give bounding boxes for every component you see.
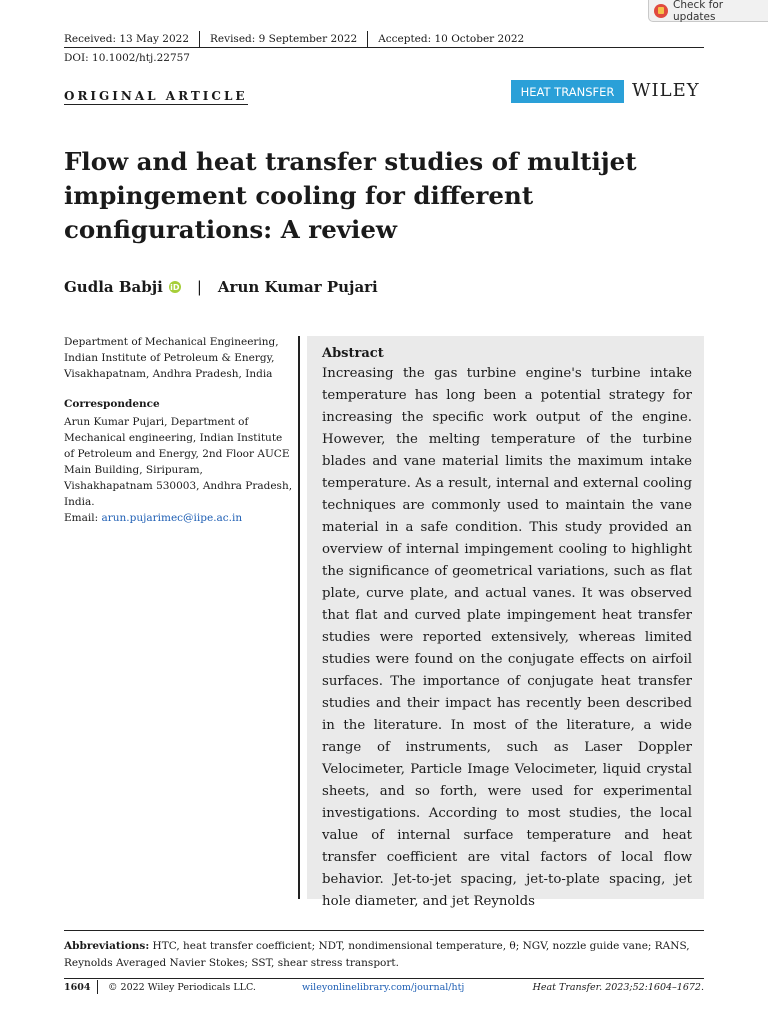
- abstract-text: Increasing the gas turbine engine's turbine intake temperature has long been a potential strategy for increasing the specific work output of the engine. However, the melting temperature of the turbine blades and vane material limits the maximum intake temperature. As a result, internal and external cooling techniques are commonly used to maintain the vane material in a safe condition. This study provided an overview of internal impingement cooling to highlight the significance of geometrical variations, such as flat plate, curve plate, and actual vanes. It was observed that flat and curved plate impingement heat transfer studies were reported extensively, whereas limited studies were found on the conjugate effects on airfoil surfaces. The importance of conjugate heat transfer studies and their impact has recently been described in the literature. In most of the literature, a wide range of instruments, such as Laser Doppler Velocimeter, Particle Image Velocimeter, liquid crystal sheets, and so forth, were used for experimental investigations. According to most studies, the local value of internal surface temperature and heat transfer coefficient are vital factors of local flow behavior. Jet-to-jet spacing, jet-to-plate spacing, jet hole diameter, and jet Reynolds: [322, 366, 692, 909]
- abstract-box: [307, 336, 704, 909]
- email-label: Email:: [64, 512, 99, 524]
- abbreviations-label: Abbreviations:: [64, 940, 150, 952]
- author-separator: |: [196, 278, 202, 296]
- correspondence-text: Arun Kumar Pujari, Department of Mechanical engineering, Indian Institute of Petroleum and Energy, 2nd Floor AUCE Main Building, Siripuram, Vishakhapatnam 530003, Andhra Pradesh, India.: [64, 416, 293, 508]
- date-divider: [367, 31, 368, 47]
- author-name[interactable]: Gudla Babji: [64, 278, 163, 296]
- abbreviations-rule: [64, 930, 704, 931]
- page-number: 1604: [64, 982, 91, 993]
- orcid-icon[interactable]: iD: [170, 282, 180, 292]
- abbreviations-text: HTC, heat transfer coefficient; NDT, nondimensional temperature, θ; NGV, nozzle guide vane; RANS, Reynolds Averaged Navier Stokes; SST, shear stress transport.: [64, 940, 690, 969]
- check-for-updates-icon: [654, 4, 668, 18]
- email-link[interactable]: arun.pujarimec@iipe.ac.in: [101, 512, 243, 524]
- journal-badge: HEAT TRANSFER: [511, 80, 624, 103]
- revised-date: Revised: 9 September 2022: [210, 33, 358, 45]
- accepted-date: Accepted: 10 October 2022: [378, 33, 525, 45]
- header-rule: [64, 47, 704, 48]
- publisher-logo: WILEY: [632, 80, 700, 101]
- abbreviations: [64, 938, 704, 972]
- author-name[interactable]: Arun Kumar Pujari: [217, 278, 378, 296]
- check-for-updates-button[interactable]: [648, 0, 768, 22]
- page-footer: [64, 982, 704, 996]
- abstract-divider: [298, 336, 300, 899]
- article-type-rule: [64, 104, 248, 105]
- check-for-updates-label: Check for updates: [673, 0, 724, 23]
- article-title: Flow and heat transfer studies of multijet impingement cooling for different configurations: A review: [64, 147, 637, 244]
- footer-divider: [97, 980, 98, 994]
- citation: Heat Transfer. 2023;52:1604–1672.: [532, 982, 704, 993]
- received-date: Received: 13 May 2022: [64, 33, 190, 45]
- abstract-heading: Abstract: [322, 346, 384, 361]
- article-dates: [64, 31, 524, 47]
- affiliation: Department of Mechanical Engineering, Indian Institute of Petroleum & Energy, Visakhapatnam, Andhra Pradesh, India: [64, 336, 279, 380]
- doi[interactable]: DOI: 10.1002/htj.22757: [64, 52, 190, 64]
- author-list: [64, 278, 378, 296]
- date-divider: [199, 31, 200, 47]
- correspondence-block: [64, 414, 294, 526]
- copyright: © 2022 Wiley Periodicals LLC.: [108, 982, 256, 993]
- footer-rule: [64, 978, 704, 979]
- article-type: ORIGINAL ARTICLE: [64, 89, 248, 103]
- correspondence-heading: Correspondence: [64, 398, 160, 410]
- journal-link[interactable]: wileyonlinelibrary.com/journal/htj: [302, 982, 465, 993]
